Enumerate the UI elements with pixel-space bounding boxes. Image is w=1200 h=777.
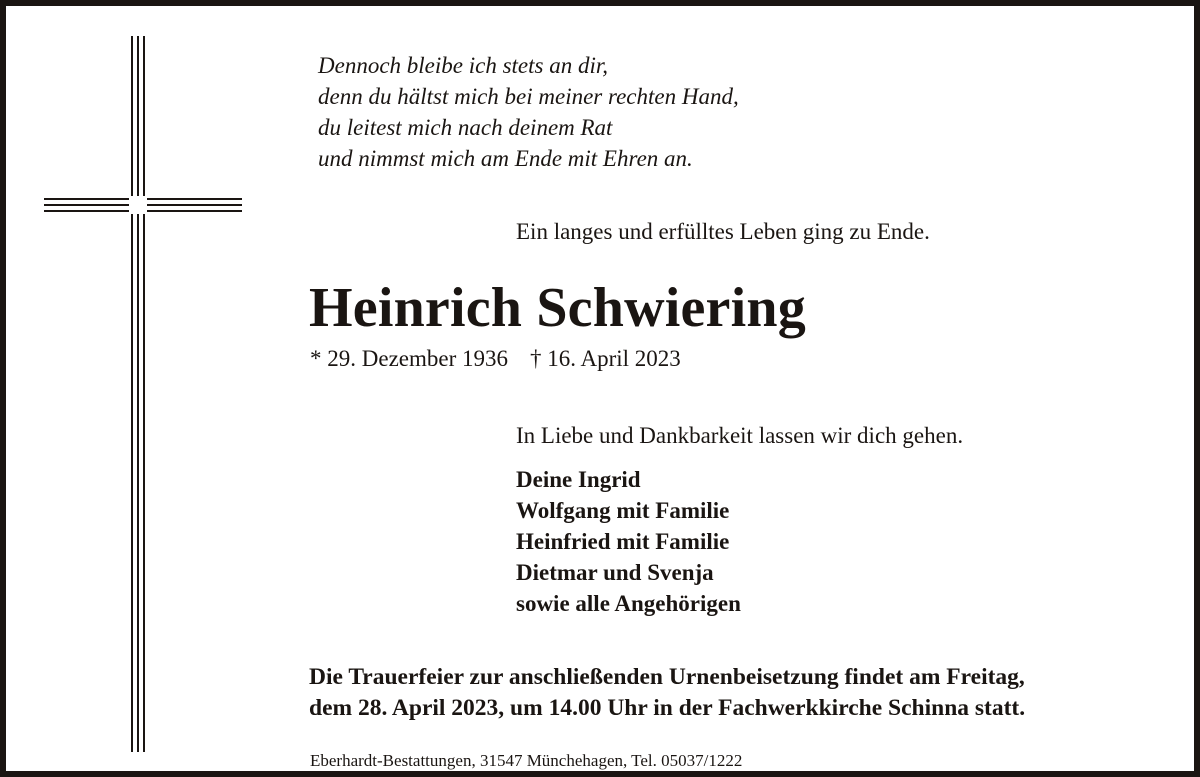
mourner-item: sowie alle Angehörigen xyxy=(516,591,741,616)
deceased-name: Heinrich Schwiering xyxy=(309,277,806,339)
life-dates xyxy=(310,346,681,372)
mourners-list xyxy=(516,464,741,619)
verse-line: und nimmst mich am Ende mit Ehren an. xyxy=(318,146,693,171)
intro-text: Ein langes und erfülltes Leben ging zu Ende. xyxy=(516,219,930,244)
service-line: Die Trauerfeier zur anschließenden Urnenbeisetzung findet am Freitag, xyxy=(309,664,1025,690)
funeral-service-info xyxy=(309,662,1025,724)
verse-line: Dennoch bleibe ich stets an dir, xyxy=(318,53,609,78)
mourner-item: Dietmar und Svenja xyxy=(516,560,714,585)
mourner-item: Heinfried mit Familie xyxy=(516,529,730,554)
verse-line: denn du hältst mich bei meiner rechten Hand, xyxy=(318,84,739,109)
cross-icon xyxy=(44,36,242,752)
farewell-text: In Liebe und Dankbarkeit lassen wir dich gehen. xyxy=(516,423,964,448)
funeral-home-footer: Eberhardt-Bestattungen, 31547 Münchehagen, Tel. 05037/1222 xyxy=(310,751,743,770)
death-date: † 16. April 2023 xyxy=(530,346,681,371)
birth-date: * 29. Dezember 1936 xyxy=(310,346,508,371)
mourner-item: Deine Ingrid xyxy=(516,467,641,492)
mourner-item: Wolfgang mit Familie xyxy=(516,498,730,523)
bible-verse xyxy=(318,50,739,174)
service-line: dem 28. April 2023, um 14.00 Uhr in der Fachwerkkirche Schinna statt. xyxy=(309,695,1026,721)
verse-line: du leitest mich nach deinem Rat xyxy=(318,115,613,140)
